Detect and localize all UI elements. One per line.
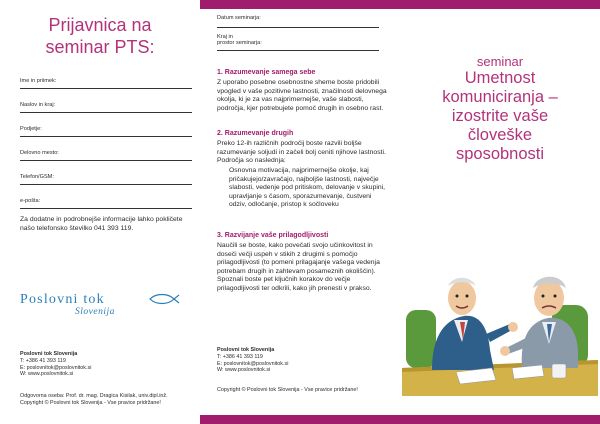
field-label: Naslov in kraj: [20, 102, 56, 108]
bottom-accent-bar [200, 415, 400, 424]
seminar-place-field[interactable] [217, 34, 379, 51]
section-3-text: Naučili se boste, kako povečati svojo učinkovitost in doseči večji uspeh v stikih z drugimi s pomočjo prilagodljivosti (to pomeni prilagajanje vašega vedenja potrebam drugih in zahtevam posameznih okoliščin). Spoznali boste pet ključnih korakov do večje prilagodljivosti ter odkrili, kako jih prenesti v prakso. [217, 242, 380, 292]
contact-block [20, 351, 195, 378]
contact-email[interactable]: E: poslovnitok@poslovnitok.si [20, 364, 92, 371]
field-label: Delovno mesto: [20, 150, 59, 156]
field-label: Ime in priimek: [20, 78, 57, 84]
section-2-list: Osnovna motivacija, najprimernejše okolje, kaj pričakujejo/zavračajo, najboljše lastnosti, največje slabosti, vedenje pod pritiskom, delovanje v skupini, upravljanje s časom, sporazumevanje, čustveni odziv, odločanje, pristop k sočloveku [229, 167, 386, 209]
contact-phone: T: +386 41 393 119 [217, 353, 263, 360]
title-line: človeške [467, 126, 533, 144]
arguing-businessmen-illustration [402, 250, 598, 400]
field-email[interactable] [20, 198, 192, 209]
company-logo [20, 290, 190, 320]
logo-subtitle: Slovenija [75, 307, 115, 317]
content-column [200, 0, 400, 424]
top-accent-bar [400, 0, 600, 9]
field-position[interactable] [20, 150, 192, 161]
section-2-text: Preko 12-ih različnih področij boste razvili boljše razumevanje soljudi in začeli bolj ceniti njihove lastnosti. Področja so naslednja: [217, 140, 386, 165]
title-line: sposobnosti [455, 145, 545, 163]
contact-web[interactable]: W: www.poslovnitok.si [217, 367, 271, 374]
seminar-title [410, 54, 590, 164]
copyright-text: Copyright © Poslovni tok Slovenija - Vse pravice pridržane! [217, 387, 358, 393]
title-line-1: Prijavnica na [48, 15, 152, 35]
info-text: Za dodatne in podrobnejše informacije lahko pokličete našo telefonsko številko 041 393 119. [20, 216, 183, 232]
copyright-text: Copyright © Poslovni tok Slovenija - Vse pravice pridržane! [20, 399, 161, 406]
field-label: e-pošta: [20, 198, 41, 204]
field-label: Telefon/GSM: [20, 174, 54, 180]
field-phone[interactable] [20, 174, 192, 185]
contact-phone: T: +386 41 393 119 [20, 357, 66, 364]
field-label: prostor seminarja: [217, 40, 262, 47]
section-1-title: 1. Razumevanje samega sebe [217, 69, 316, 76]
fish-icon [148, 292, 180, 306]
registration-title [0, 14, 200, 58]
contact-name: Poslovni tok Slovenija [20, 351, 78, 357]
contact-name: Poslovni tok Slovenija [217, 347, 275, 353]
section-1-text: Z uporabo posebne osebnostne sheme boste pridobili vpogled v vaše pozitivne lastnosti, značilnosti delovnega okolja, ki je za vas najprimernejše, vaše slabosti, področja, kjer potrebujete pomoč drugih in osebno rast. [217, 79, 387, 112]
field-company[interactable] [20, 126, 192, 137]
responsible-person: Odgovorna oseba: Prof. dr. mag. Dragica Kisilak, univ.dipl.inž. [20, 393, 168, 399]
top-accent-bar [200, 0, 400, 9]
bottom-accent-bar [400, 415, 600, 424]
registration-column [0, 0, 200, 424]
contact-email[interactable]: E: poslovnitok@poslovnitok.si [217, 360, 289, 367]
contact-web[interactable]: W: www.poslovnitok.si [20, 371, 74, 378]
field-label: Podjetje: [20, 126, 42, 132]
section-2-title: 2. Razumevanje drugih [217, 130, 294, 137]
footer-block [20, 393, 195, 407]
logo-wordmark: Poslovni tok [20, 292, 105, 307]
title-line-2: seminar PTS: [45, 37, 155, 57]
section-3-title: 3. Razvijanje vaše prilagodljivosti [217, 232, 329, 239]
title-line: komuniciranja – [442, 88, 558, 106]
field-label: Datum seminarja: [217, 15, 261, 21]
field-name[interactable] [20, 78, 192, 89]
field-address[interactable] [20, 102, 192, 113]
title-line: izostrite vaše [451, 107, 549, 125]
field-label: Kraj in [217, 34, 233, 40]
contact-block [217, 347, 397, 374]
seminar-date-field[interactable] [217, 15, 379, 28]
title-line: Umetnost [464, 69, 536, 87]
seminar-label: seminar [476, 54, 524, 69]
